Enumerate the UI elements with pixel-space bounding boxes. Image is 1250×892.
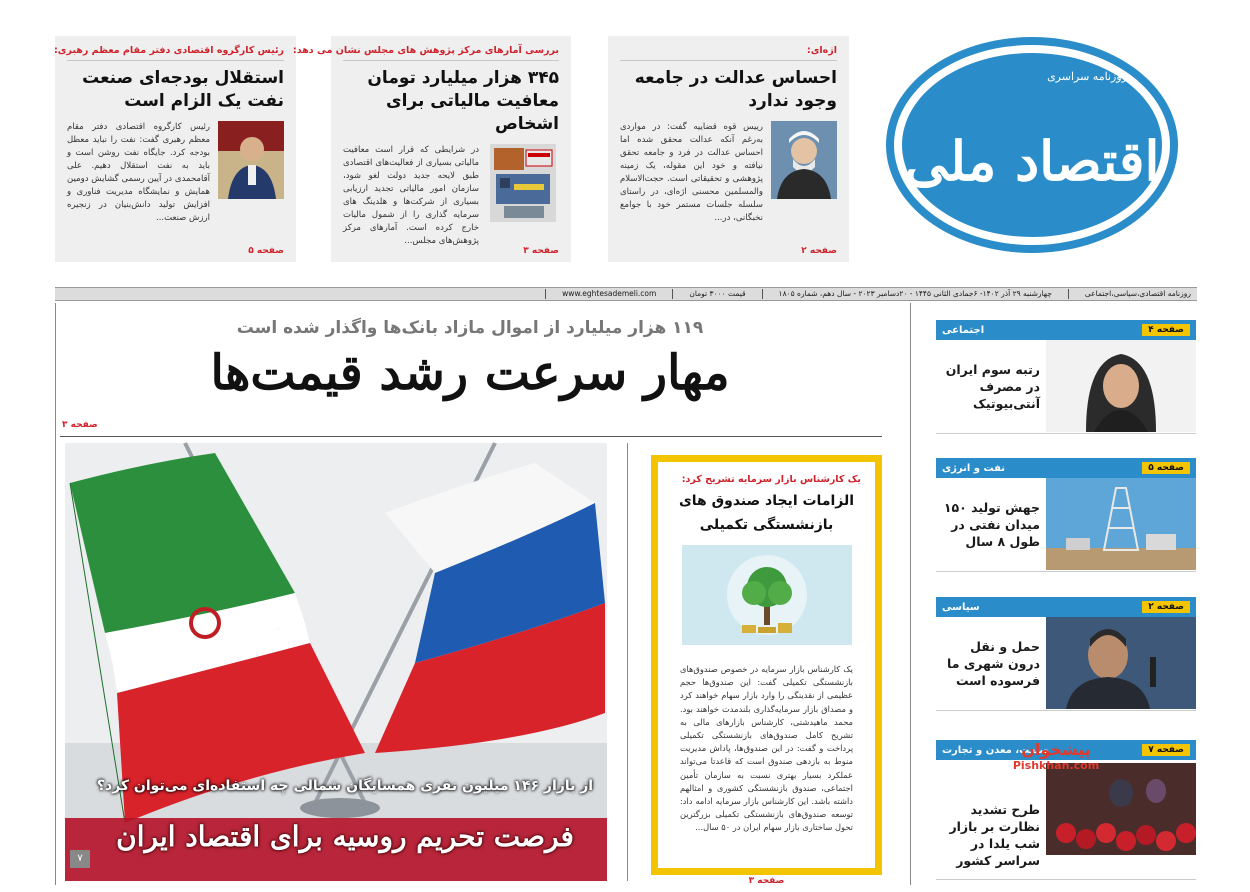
watermark-name: پیشخوان bbox=[1021, 740, 1091, 759]
oil-rig-photo bbox=[1046, 478, 1196, 570]
page-ref[interactable]: صفحه ۷ bbox=[1142, 744, 1190, 756]
photo-number-badge: ۷ bbox=[70, 850, 90, 868]
portrait-photo bbox=[218, 121, 284, 199]
feature-title[interactable]: الزامات ایجاد صندوق های بازنشستگی تکمیلی bbox=[678, 493, 855, 533]
sidebar-item-social[interactable] bbox=[936, 320, 1196, 434]
sidebar-category: اجتماعی bbox=[942, 324, 985, 336]
top-story-kicker: بررسی آمارهای مرکز پژوهش های مجلس نشان می دهد: bbox=[292, 45, 559, 56]
top-story-body: در شرایطی که قرار است معافیت مالیاتی بسیاری از فعالیت‌های اقتصادی طبق لایحه جدید دولت لغو شود، سازمان امور مالیاتی تجدید ارزیابی بسیاری از شرکت‌ها و هلدینگ های سرمایه گذاری را از شمول مالیات خارج کرده است. آمارهای مرکز پژوهش‌های مجلس... bbox=[343, 145, 479, 246]
sidebar-item-politics[interactable] bbox=[936, 597, 1196, 711]
top-story-3[interactable] bbox=[608, 36, 849, 262]
logo-name: اقتصاد ملی bbox=[904, 129, 1160, 193]
divider bbox=[67, 60, 284, 61]
top-story-body: رئیس کارگروه اقتصادی دفتر مقام معظم رهبری گفت: نفت را نباید معطل بودجه کرد. جایگاه نفت روشن است و باید به نفت استقلال دهیم. علی آقامحمدی در آیین رسمی گشایش دومین همایش و نمایشگاه مدیریت فناوری و افزایش تولید دانش‌بنیان در زنجیره ارزش صنعت... bbox=[67, 122, 210, 223]
top-story-1[interactable] bbox=[55, 36, 296, 262]
website-link[interactable]: www.eghtesademeli.com bbox=[562, 289, 657, 298]
masthead-info-bar bbox=[55, 287, 1197, 301]
sidebar-header bbox=[936, 320, 1196, 340]
page-ref[interactable]: صفحه ۳ bbox=[523, 246, 559, 256]
fruit-market-photo bbox=[1046, 760, 1196, 858]
page-ref[interactable]: صفحه ۲ bbox=[801, 246, 837, 256]
logo-subtitle: روزنامه سراسری bbox=[1047, 70, 1127, 83]
divider bbox=[60, 436, 882, 437]
divider bbox=[620, 60, 837, 61]
page-ref[interactable]: صفحه ۵ bbox=[248, 246, 284, 256]
woman-portrait-photo bbox=[1046, 340, 1196, 432]
main-headline[interactable]: مهار سرعت رشد قیمت‌ها bbox=[210, 345, 730, 401]
money-tree-illustration bbox=[682, 545, 852, 645]
divider bbox=[343, 60, 559, 61]
tax-free-photo bbox=[487, 144, 559, 222]
sidebar-title[interactable]: رتبه سوم ایران در مصرف آنتی‌بیوتیک bbox=[945, 362, 1040, 411]
sidebar-item-energy[interactable] bbox=[936, 458, 1196, 572]
newspaper-logo bbox=[882, 30, 1182, 260]
top-story-title[interactable]: ۳۴۵ هزار میلیارد تومان معافیت مالیاتی برای اشخاص bbox=[367, 68, 559, 134]
column-divider bbox=[55, 303, 56, 885]
top-story-title[interactable]: احساس عدالت در جامعه وجود ندارد bbox=[634, 68, 837, 111]
sidebar-category: صنعت، معدن و تجارت bbox=[942, 744, 1050, 756]
sidebar-category: سیاسی bbox=[942, 601, 980, 613]
page-ref[interactable]: صفحه ۲ bbox=[1142, 601, 1190, 613]
watermark-url: Pishkhan.com bbox=[1012, 759, 1100, 772]
sidebar-header bbox=[936, 597, 1196, 617]
flags-photo[interactable] bbox=[65, 443, 607, 881]
pishkhan-watermark bbox=[986, 740, 1126, 772]
newspaper-type: روزنامه اقتصادی،سیاسی،اجتماعی bbox=[1084, 289, 1191, 298]
sidebar-title[interactable]: حمل و نقل درون شهری ما فرسوده است bbox=[947, 639, 1040, 688]
feature-body: یک کارشناس بازار سرمایه در خصوص صندوق‌های بازنشستگی تکمیلی گفت: این صندوق‌ها حجم عظیمی از نقدینگی را وارد بازار سهام خواهند کرد و مصداق بازار سرمایه‌گذاری بلندمدت خواهند بود. محمد ماهیدشتی، کارشناس بازارهای مالی به تشریح کامل صندوق‌های بازنشستگی تکمیلی پرداخت و گفت: در این صندوق‌ها، پاداش مدیریت منوط به بازدهی صندوق است که قاعدتا می‌تواند عملکرد بسیار بهتری نسبت به سازمان تأمین اجتماعی، صندوق بازنشستگی کشوری و امثالهم داشته باشد. این کارشناس بازار سرمایه ادامه داد: توسعه صندوق‌های بازنشستگی تکمیلی بزرگترین تحول ساختاری بازار سهام ایران در ۵۰ سال... bbox=[680, 664, 853, 833]
headline-kicker: ۱۱۹ هزار میلیارد از اموال مازاد بانک‌ها واگذار شده است bbox=[236, 318, 704, 338]
column-divider bbox=[627, 443, 628, 881]
top-story-title[interactable]: استقلال بودجه‌ای صنعت نفت یک الزام است bbox=[82, 68, 284, 111]
photo-caption-kicker: از بازار ۱۴۶ میلیون نفری همسایگان شمالی چه استفاده‌ای می‌توان کرد؟ bbox=[96, 778, 594, 794]
top-story-kicker: اژه‌ای: bbox=[806, 45, 837, 56]
divider bbox=[762, 289, 763, 299]
feature-box[interactable] bbox=[651, 455, 882, 886]
top-story-2[interactable] bbox=[292, 36, 571, 262]
top-story-kicker: رئیس کارگروه اقتصادی دفتر مقام معظم رهبری: bbox=[54, 45, 284, 56]
sidebar-header bbox=[936, 458, 1196, 478]
man-portrait-photo bbox=[1046, 617, 1196, 709]
page-ref[interactable]: صفحه ۳ bbox=[62, 420, 98, 430]
feature-kicker: یک کارشناس بازار سرمایه تشریح کرد: bbox=[681, 474, 861, 485]
divider bbox=[672, 289, 673, 299]
page-ref[interactable]: صفحه ۳ bbox=[748, 876, 785, 886]
page-ref[interactable]: صفحه ۴ bbox=[1142, 324, 1190, 336]
price: قیمت ۳۰۰۰ تومان bbox=[689, 289, 746, 298]
top-story-body: رییس قوه قضاییه گفت: در مواردی به‌رغم آنکه عدالت محقق شده اما احساس عدالت در فرد و جامعه تحقق نیافته و خود این مقوله، یک زمینه پژوهشی و تحقیقاتی است. حجت‌الاسلام والمسلمین محسنی اژه‌ای، در راستای سلسله جلسات مستمر خود با جوامع نخبگانی، در... bbox=[620, 122, 763, 223]
portrait-photo bbox=[771, 121, 837, 199]
sidebar-title[interactable]: جهش تولید ۱۵۰ میدان نفتی در طول ۸ سال bbox=[943, 500, 1040, 549]
photo-caption-headline[interactable]: فرصت تحریم روسیه برای اقتصاد ایران bbox=[116, 820, 574, 853]
divider bbox=[1068, 289, 1069, 299]
column-divider bbox=[910, 303, 911, 885]
divider bbox=[545, 289, 546, 299]
logo-oval bbox=[882, 30, 1182, 260]
page-ref[interactable]: صفحه ۵ bbox=[1142, 462, 1190, 474]
iran-russia-flags-illustration bbox=[65, 443, 607, 881]
sidebar-title[interactable]: طرح تشدید نظارت بر بازار شب یلدا در سراسر کشور bbox=[949, 801, 1040, 868]
sidebar-category: نفت و انرژی bbox=[942, 462, 1006, 474]
issue-date: چهارشنبه ۲۹ آذر ۱۴۰۲- ۶جمادی الثانی ۱۴۴۵ - ۲۰دسامبر ۲۰۲۳ - سال دهم، شماره ۱۸۰۵ bbox=[778, 289, 1052, 298]
